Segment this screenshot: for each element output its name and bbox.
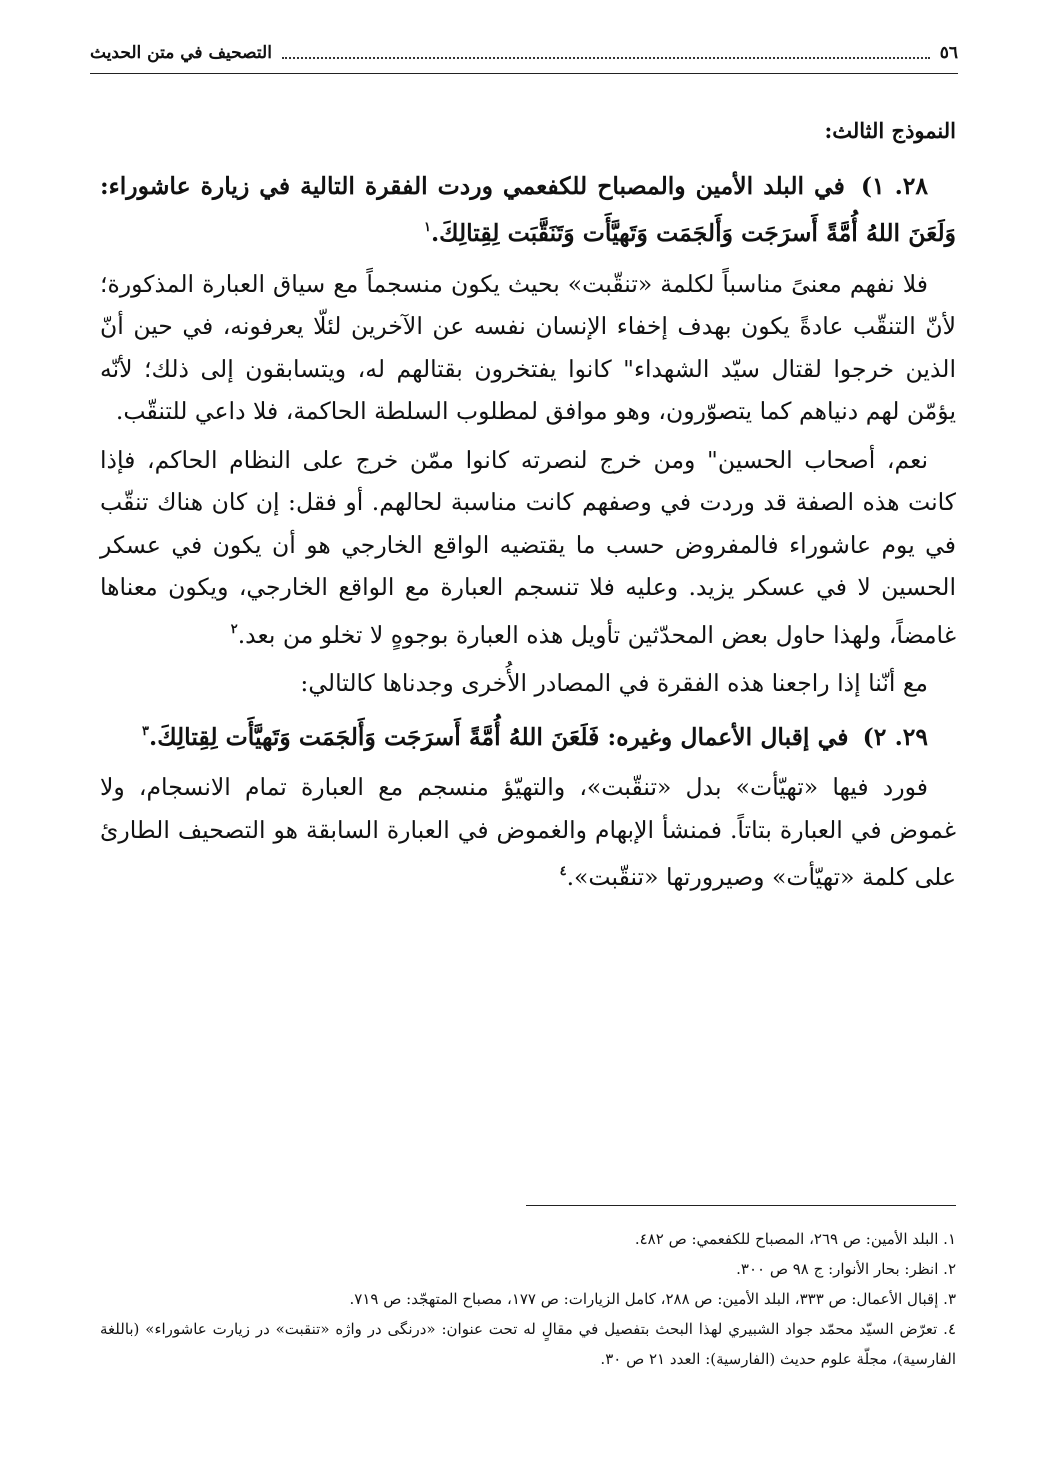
running-header	[90, 36, 958, 70]
footnote-ref-3[interactable]: ٣	[142, 723, 150, 739]
example-label: ٢)	[862, 722, 887, 751]
example-label: ١)	[860, 171, 885, 200]
header-rule	[90, 73, 958, 74]
paragraph-4	[100, 766, 956, 899]
footnote-ref-4[interactable]: ٤	[559, 864, 567, 879]
footnote-4: ٤. تعرّض السيّد محمّد جواد الشبيري لهذا البحث بتفصيل في مقالٍ له تحت عنوان: «درنگى در واژه «تنقبت» در زيارت عاشوراء» (باللغة الفارسية)، مجلّة علوم حديث (الفارسية): العدد ٢١ ص ٣٠.	[100, 1320, 956, 1368]
paragraph-4-text: فورد فيها «تهيّأت» بدل «تنقّبت»، والتهيّؤ منسجم مع العبارة تمام الانسجام، ولا غموض في العبارة بتاتاً. فمنشأ الإبهام والغموض في العبارة السابقة هو التصحيف الطارئ على كلمة «تهيّأت» وصيرورتها «تنقّبت».	[100, 773, 956, 891]
footnote-ref-1[interactable]: ١	[423, 220, 431, 235]
footnote-3: ٣. إقبال الأعمال: ص ٣٣٣، البلد الأمين: ص ٢٨٨، كامل الزيارات: ص ١٧٧، مصباح المتهجّد: ص ٧١٩.	[349, 1290, 956, 1308]
paragraph-3: مع أنّنا إذا راجعنا هذه الفقرة في المصادر الأُخرى وجدناها كالتالي:	[300, 669, 928, 697]
main-text	[100, 110, 956, 905]
paragraph-1: فلا نفهم معنىً مناسباً لكلمة «تنقّبت» بحيث يكون منسجماً مع سياق العبارة المذكورة؛ لأنّ التنقّب عادةً يكون بهدف إخفاء الإنسان نفسه عن الآخرين لئلّا يعرفونه، في حين أنّ الذين خرجوا لقتال سيّد الشهداء" كانوا يفتخرون بقتالهم له، ويتسابقون إلى ذلك؛ لأنّه يؤمّن لهم دنياهم كما يتصوّرون، وهو موافق لمطلوب السلطة الحاكمة، فلا داعي للتنقّب.	[100, 269, 956, 425]
footnote-2: ٢. انظر: بحار الأنوار: ج ٩٨ ص ٣٠٠.	[736, 1260, 956, 1278]
footnote-separator	[526, 1205, 956, 1206]
paragraph-2-text: نعم، أصحاب الحسين" ومن خرج لنصرته كانوا ممّن خرج على النظام الحاكم، فإذا كانت هذه الصفة قد وردت في وصفهم كانت مناسبة لحالهم. أو فقل: إن كان هناك تنقّب في يوم عاشوراء فالمفروض حسب ما يقتضيه الواقع الخارجي هو أن يكون في عسكر الحسين لا في عسكر يزيد. وعليه فلا تنسجم العبارة مع الواقع الخارجي، ويكون معناها غامضاً، ولهذا حاول بعض المحدّثين تأويل هذه العبارة بوجوهٍ لا تخلو من بعد.	[100, 445, 956, 649]
footnote-1: ١. البلد الأمين: ص ٢٦٩، المصباح للكفعمي: ص ٤٨٢.	[634, 1230, 956, 1248]
running-title: التصحيف في متن الحديث	[90, 43, 272, 63]
example-29	[100, 711, 956, 759]
page-number: ٥٦	[939, 43, 958, 63]
footnote-ref-2[interactable]: ٢	[230, 621, 238, 637]
footnotes	[100, 1224, 956, 1374]
example-text: في إقبال الأعمال وغيره: فَلَعَنَ اللهُ أُمَّةً أَسرَجَت وَأَلجَمَت وَتَهيَّأَت لِقِتالِكَ.	[149, 722, 849, 751]
section-heading: النموذج الثالث:	[824, 118, 956, 143]
header-dot-leader	[282, 57, 930, 59]
example-text: في البلد الأمين والمصباح للكفعمي وردت الفقرة التالية في زيارة عاشوراء: وَلَعَنَ اللهُ أُمَّةً أَسرَجَت وَأَلجَمَت وَتَهيَّأَت وَتَنَقَّبَت لِقِتالِكَ.	[100, 171, 956, 247]
example-number: ٢٩.	[894, 722, 928, 751]
example-number: ٢٨.	[894, 171, 929, 200]
paragraph-2	[100, 439, 956, 657]
example-28	[100, 165, 956, 255]
